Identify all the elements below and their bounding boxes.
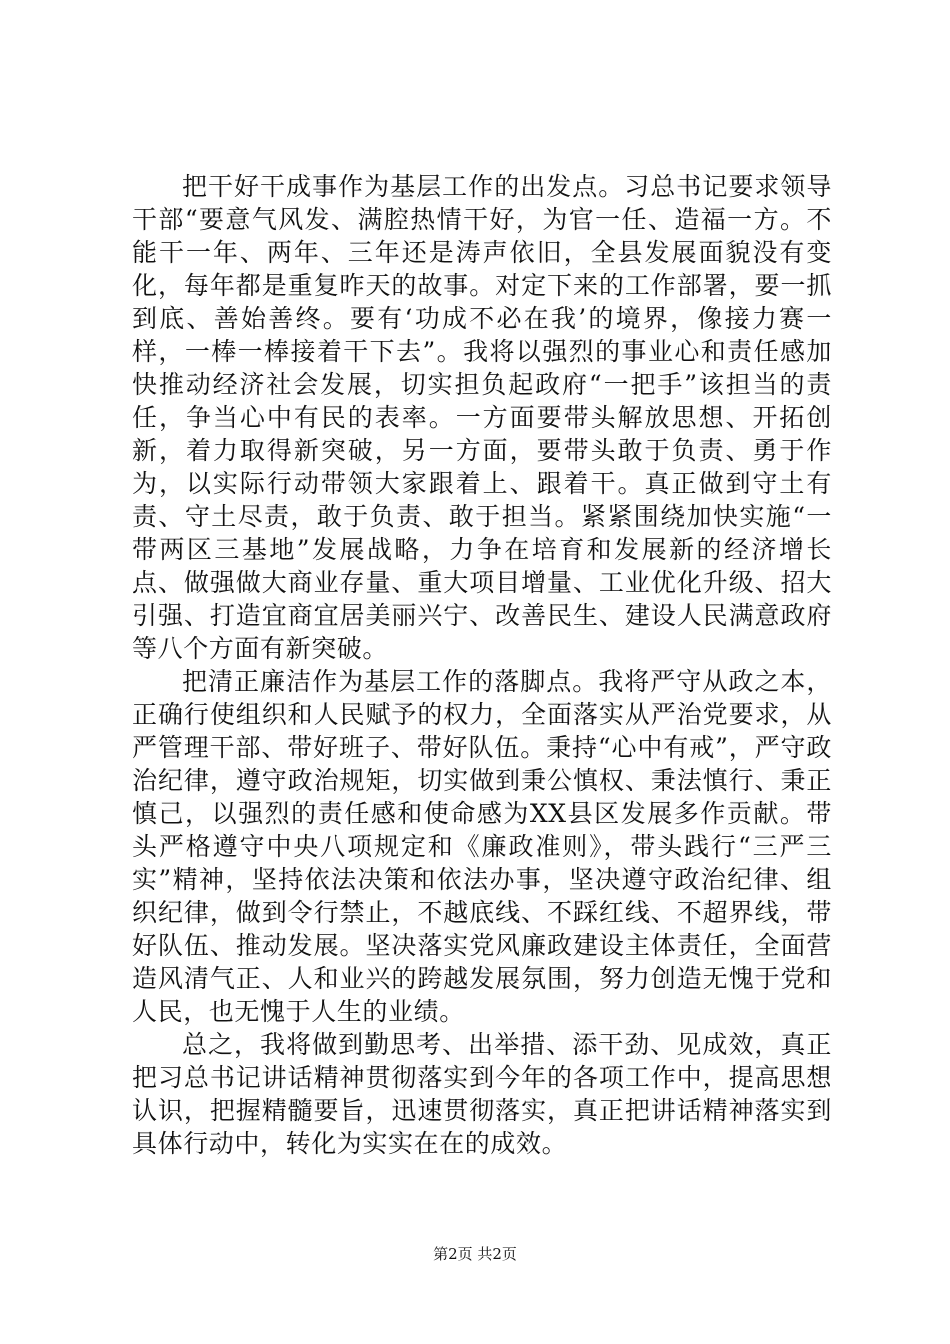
page-footer: 第2页 共2页 — [433, 1245, 517, 1263]
document-body — [132, 170, 832, 1160]
paragraph-2: 把清正廉洁作为基层工作的落脚点。我将严守从政之本，正确行使组织和人民赋予的权力，全面落实从严治党要求，从严管理干部、带好班子、带好队伍。秉持“心中有戒”，严守政治纪律，遵守政治规矩，切实做到秉公慎权、秉法慎行、秉正慎己，以强烈的责任感和使命感为XX县区发展多作贡献。带头严格遵守中央八项规定和《廉政准则》，带头践行“三严三实”精神，坚持依法决策和依法办事，坚决遵守政治纪律、组织纪律，做到令行禁止，不越底线、不踩红线、不超界线，带好队伍、推动发展。坚决落实党风廉政建设主体责任，全面营造风清气正、人和业兴的跨越发展氛围，努力创造无愧于党和人民，也无愧于人生的业绩。 — [132, 667, 832, 1026]
paragraph-1: 把干好干成事作为基层工作的出发点。习总书记要求领导干部“要意气风发、满腔热情干好，为官一任、造福一方。不能干一年、两年、三年还是涛声依旧，全县发展面貌没有变化，每年都是重复昨天的故事。对定下来的工作部署，要一抓到底、善始善终。要有‘功成不必在我’的境界，像接力赛一样，一棒一棒接着干下去”。我将以强烈的事业心和责任感加快推动经济社会发展，切实担负起政府“一把手”该担当的责任，争当心中有民的表率。一方面要带头解放思想、开拓创新，着力取得新突破，另一方面，要带头敢于负责、勇于作为，以实际行动带领大家跟着上、跟着干。真正做到守土有责、守土尽责，敢于负责、敢于担当。紧紧围绕加快实施“一带两区三基地”发展战略，力争在培育和发展新的经济增长点、做强做大商业存量、重大项目增量、工业优化升级、招大引强、打造宜商宜居美丽兴宁、改善民生、建设人民满意政府等八个方面有新突破。 — [132, 172, 832, 663]
paragraph-3: 总之，我将做到勤思考、出举措、添干劲、见成效，真正把习总书记讲话精神贯彻落实到今年的各项工作中，提高思想认识，把握精髓要旨，迅速贯彻落实，真正把讲话精神落实到具体行动中，转化为实实在在的成效。 — [132, 1030, 832, 1158]
